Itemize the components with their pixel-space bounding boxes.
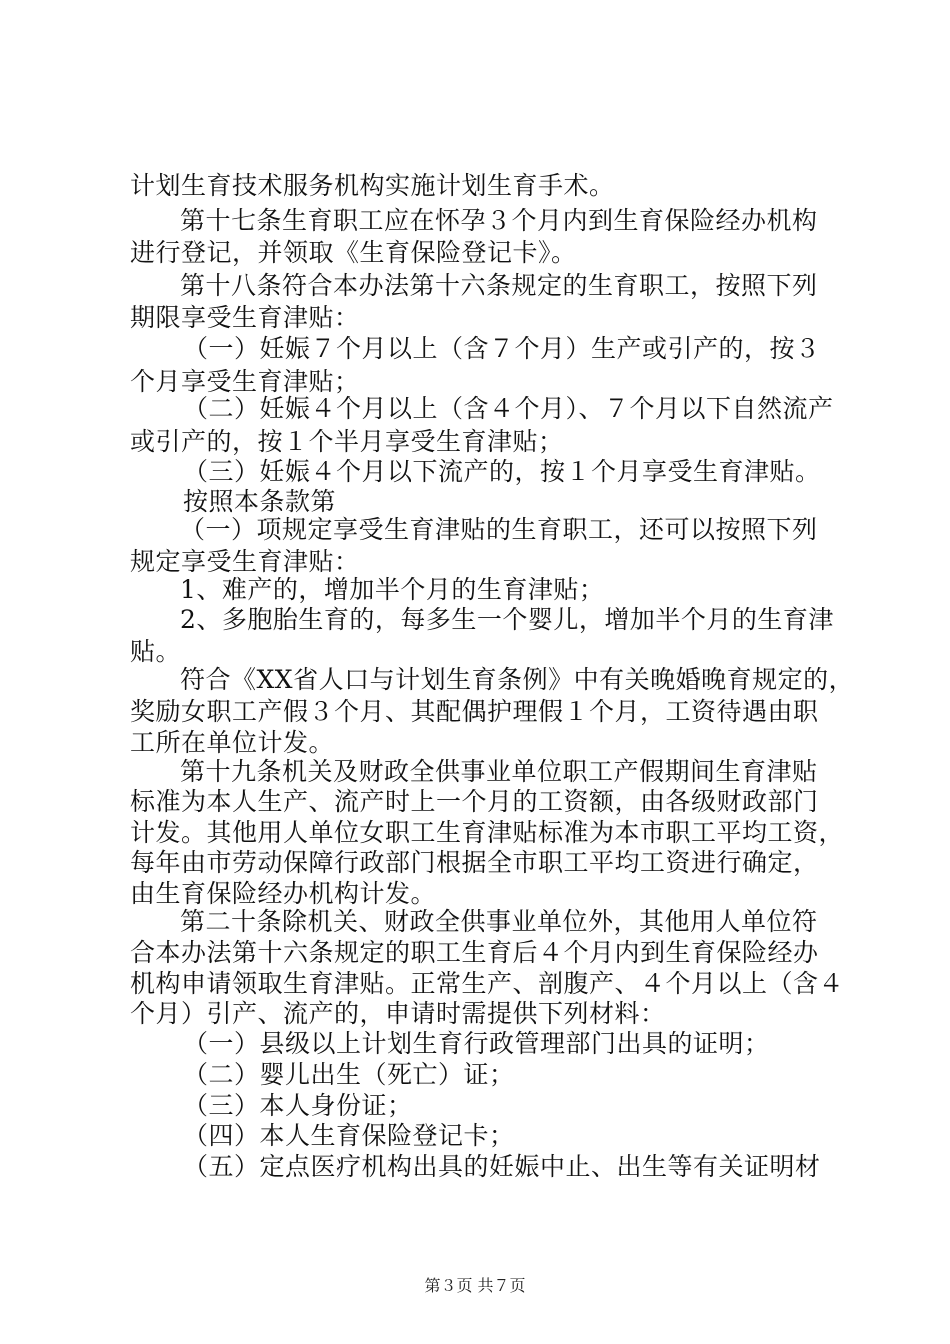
text-line: 计发。其他用人单位女职工生育津贴标准为本市职工平均工资， bbox=[130, 818, 845, 847]
text-line: 第二十条除机关、财政全供事业单位外，其他用人单位符 bbox=[180, 907, 818, 936]
text-line: 计划生育技术服务机构实施计划生育手术。 bbox=[130, 171, 615, 200]
text-line: 标准为本人生产、流产时上一个月的工资额，由各级财政部门 bbox=[130, 787, 819, 816]
text-line: 第十九条机关及财政全供事业单位职工产假期间生育津贴 bbox=[180, 757, 818, 786]
text-line: 由生育保险经办机构计发。 bbox=[130, 879, 437, 908]
text-line: 工所在单位计发。 bbox=[130, 728, 335, 757]
text-line: （一）妊娠７个月以上（含７个月）生产或引产的，按３ bbox=[183, 334, 821, 363]
text-line: 进行登记，并领取《生育保险登记卡》。 bbox=[130, 238, 577, 267]
text-line: 贴。 bbox=[130, 637, 182, 666]
text-line: 第十七条生育职工应在怀孕３个月内到生育保险经办机构 bbox=[180, 206, 818, 235]
page-number-footer: 第３页 共７页 bbox=[424, 1276, 526, 1295]
text-line: （一）县级以上计划生育行政管理部门出具的证明； bbox=[183, 1029, 770, 1058]
text-line: 1、难产的，增加半个月的生育津贴； bbox=[180, 575, 605, 604]
text-line: 期限享受生育津贴： bbox=[130, 303, 360, 332]
text-line: （四）本人生育保险登记卡； bbox=[183, 1121, 515, 1150]
text-line: 或引产的，按１个半月享受生育津贴； bbox=[130, 427, 564, 456]
text-line: 每年由市劳动保障行政部门根据全市职工平均工资进行确定， bbox=[130, 848, 819, 877]
text-line: （三）妊娠４个月以下流产的，按１个月享受生育津贴。 bbox=[183, 457, 821, 486]
text-line: 个月享受生育津贴； bbox=[130, 367, 360, 396]
text-line: （三）本人身份证； bbox=[183, 1091, 413, 1120]
text-line: 按照本条款第 bbox=[183, 487, 337, 516]
text-line: 机构申请领取生育津贴。正常生产、剖腹产、４个月以上（含４ bbox=[130, 969, 845, 998]
text-line: 符合《XX省人口与计划生育条例》中有关晚婚晚育规定的， bbox=[180, 665, 855, 694]
text-line: （二）妊娠４个月以上（含４个月）、７个月以下自然流产 bbox=[183, 394, 834, 423]
text-line: （二）婴儿出生（死亡）证； bbox=[183, 1060, 515, 1089]
text-line: 第十八条符合本办法第十六条规定的生育职工，按照下列 bbox=[180, 271, 818, 300]
text-line: 奖励女职工产假３个月、其配偶护理假１个月，工资待遇由职 bbox=[130, 697, 819, 726]
text-line: 2、多胞胎生育的，每多生一个婴儿，增加半个月的生育津 bbox=[180, 605, 834, 634]
text-line: 规定享受生育津贴： bbox=[130, 547, 360, 576]
text-line: 合本办法第十六条规定的职工生育后４个月内到生育保险经办 bbox=[130, 938, 819, 967]
text-line: （一）项规定享受生育津贴的生育职工，还可以按照下列 bbox=[180, 515, 818, 544]
text-line: 个月）引产、流产的，申请时需提供下列材料： bbox=[130, 999, 666, 1028]
text-line: （五）定点医疗机构出具的妊娠中止、出生等有关证明材 bbox=[183, 1152, 821, 1181]
